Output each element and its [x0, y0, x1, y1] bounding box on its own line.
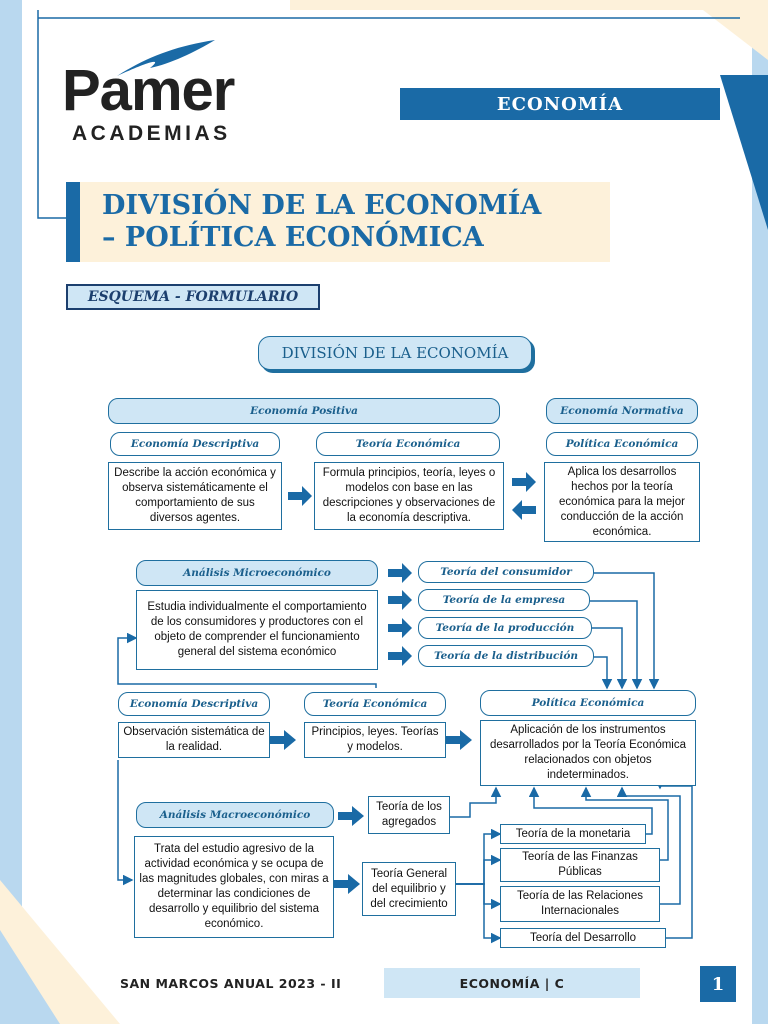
- positiva-teoria: [316, 432, 500, 456]
- normativa-politica-label: Política Económica: [565, 438, 679, 450]
- arrow-left-1: [512, 500, 536, 520]
- section-label-text: ESQUEMA - FORMULARIO: [87, 289, 299, 305]
- middle-politica-text: Aplicación de los instrumentos desarrollados por la Teoría Económica relacionados con objetos indeterminados.: [480, 720, 696, 786]
- macro-general: Teoría General del equilibrio y del crecimiento: [362, 862, 456, 916]
- positiva-descriptiva-text: Describe la acción económica y observa sistemáticamente el comportamiento de sus diversos agentes.: [108, 462, 282, 530]
- logo-sub: ACADEMIAS: [72, 122, 231, 145]
- middle-teoria-text: Principios, leyes. Teorías y modelos.: [304, 722, 446, 758]
- page-title-line1: DIVISIÓN DE LA ECONOMÍA: [102, 190, 542, 221]
- normativa-politica-text: Aplica los desarrollos hechos por la teoría económica para la mejor conducción de la acción económica.: [544, 462, 700, 542]
- normativa-politica: [546, 432, 698, 456]
- macro-text: Trata del estudio agresivo de la actividad económica y se ocupa de las magnitudes globales, con miras a determinar las condiciones de desarrollo y equilibrio del sistema económico.: [134, 836, 334, 938]
- macro-agregados: Teoría de los agregados: [368, 796, 450, 834]
- middle-teoria-label: Teoría Económica: [322, 698, 428, 710]
- macro-branch-relaciones: Teoría de las Relaciones Internacionales: [500, 886, 660, 922]
- analisis-macro: [136, 802, 334, 828]
- middle-politica: [480, 690, 696, 716]
- page-title-line2: – POLÍTICA ECONÓMICA: [102, 222, 484, 253]
- analisis-micro: [136, 560, 378, 586]
- analisis-macro-label: Análisis Macroeconómico: [159, 809, 311, 821]
- micro-branch-distribucion: [418, 645, 594, 667]
- micro-branch-empresa: [418, 589, 590, 611]
- middle-descriptiva-label: Economía Descriptiva: [129, 698, 259, 710]
- middle-descriptiva: [118, 692, 270, 716]
- logo-brand: Pamer: [62, 58, 235, 123]
- macro-branch-finanzas: Teoría de las Finanzas Públicas: [500, 848, 660, 882]
- positiva-teoria-text: Formula principios, teoría, leyes o modelos con base en las descripciones y observaciones de la economía descriptiva.: [314, 462, 504, 530]
- micro-text: Estudia individualmente el comportamiento de los consumidores y productores con el objeto de comprender el funcionamiento general del sistema económico: [136, 590, 378, 670]
- micro-branch-label: Teoría de la producción: [435, 622, 575, 634]
- footer-left: SAN MARCOS ANUAL 2023 - II: [120, 976, 342, 991]
- economia-normativa-label: Economía Normativa: [560, 405, 684, 417]
- micro-branch-produccion: [418, 617, 592, 639]
- macro-branch-monetaria: Teoría de la monetaria: [500, 824, 646, 844]
- positiva-descriptiva: [110, 432, 280, 456]
- page-number: [700, 966, 736, 1002]
- arrow-right-2: [512, 472, 536, 492]
- middle-descriptiva-text: Observación sistemática de la realidad.: [118, 722, 270, 758]
- page-number-text: 1: [711, 973, 725, 995]
- economia-normativa: [546, 398, 698, 424]
- analisis-micro-label: Análisis Microeconómico: [183, 567, 331, 579]
- positiva-teoria-label: Teoría Económica: [355, 438, 461, 450]
- economia-positiva-label: Economía Positiva: [250, 405, 358, 417]
- subject-tab-label: ECONOMÍA: [496, 93, 624, 115]
- footer-center-text: ECONOMÍA | C: [459, 975, 565, 991]
- micro-branch-label: Teoría del consumidor: [440, 566, 572, 578]
- micro-branch-label: Teoría de la distribución: [433, 650, 578, 662]
- middle-politica-label: Política Económica: [531, 697, 645, 709]
- diagram-heading-text: DIVISIÓN DE LA ECONOMÍA: [281, 344, 509, 362]
- positiva-descriptiva-label: Economía Descriptiva: [130, 438, 260, 450]
- arrow-right-1: [288, 486, 312, 506]
- macro-branch-desarrollo: Teoría del Desarrollo: [500, 928, 666, 948]
- economia-positiva: [108, 398, 500, 424]
- micro-branch-label: Teoría de la empresa: [442, 594, 566, 606]
- middle-teoria: [304, 692, 446, 716]
- micro-branch-consumidor: [418, 561, 594, 583]
- footer-center: [384, 968, 640, 998]
